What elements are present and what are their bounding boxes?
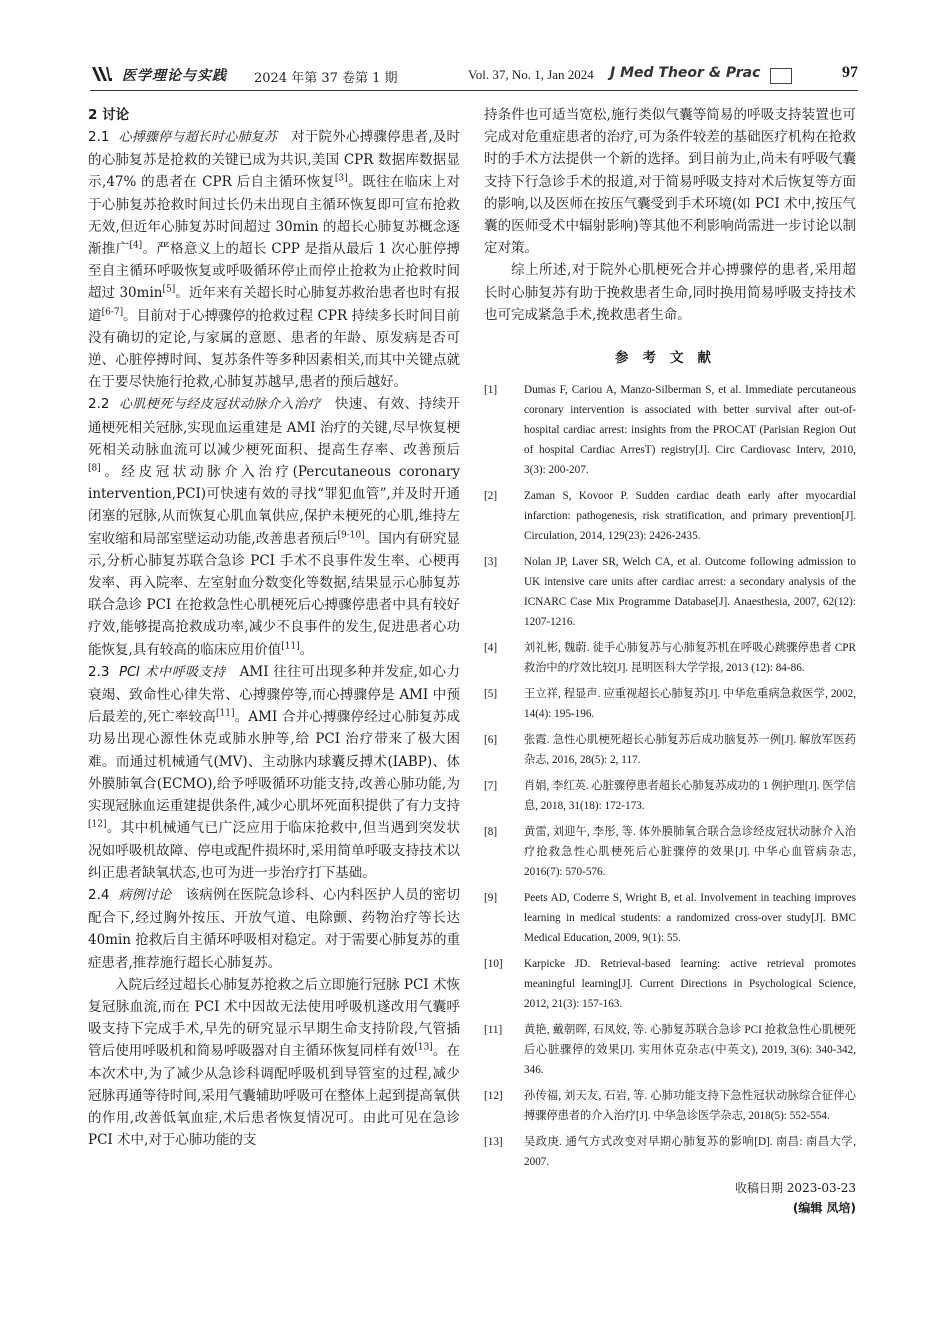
paragraph-2-3: 2.3 PCI 术中呼吸支持 AMI 往往可出现多种并发症,如心力衰竭、致命性心律失常、心搏骤停等,而心搏骤停是 AMI 中预后最差的,死亡率较高[11]。AMI 合并心搏骤停经过心肺复苏成功易出现心源性休克或肺水肿等,给 PCI 治疗带来了极大困难。而通过机械通气(MV)、主动脉内球囊反搏术(IABP)、体外膜肺氧合(ECMO),给予呼吸循环功能支持,改善心肺功能,为实现冠脉血运重建提供条件,减少心肌坏死面积提供了有力支持[12]。其中机械通气已广泛应用于临床抢救中,但当遇到突发状况如呼吸机故障、停电或配件损坏时,采用简单呼吸支持技术以纠正患者缺氧状态,也可为进一步治疗打下基础。 [88,663,460,881]
citation: [12] [88,819,107,830]
header-box-icon [770,68,792,84]
journal-title-en: J Med Theor & Prac [610,65,761,81]
subsection-title-2-2: 心肌梗死与经皮冠状动脉介入治疗 [118,397,321,413]
journal-title-cn: 医学理论与实践 [122,68,227,84]
reference-item: [11] 黄艳, 戴朝晖, 石凤姣, 等. 心肺复苏联合急诊 PCI 抢救急性心肌梗死后心脏骤停的效果[J]. 实用休克杂志(中英文), 2019, 3(6): 340-342, 346. [484,1024,856,1077]
paragraph-conclusion: 综上所述,对于院外心肌梗死合并心搏骤停的患者,采用超长时心肺复苏有助于挽救患者生命,同时换用简易呼吸支持技术也可完成紧急手术,挽救患者生命。 [484,262,856,323]
citation: [11] [281,641,300,652]
reference-item: [8] 黄雷, 刘迎午, 李彤, 等. 体外膜肺氧合联合急诊经皮冠状动脉介入治疗抢救急性心肌梗死后心脏骤停的效果[J]. 中华心血管病杂志, 2016(7): 570-576. [484,826,856,879]
paragraph-continued: 持条件也可适当宽松,施行类似气囊等简易的呼吸支持装置也可完成对危重症患者的治疗,可为条件较差的基础医疗机构在抢救时的手术方法提供一个新的选择。到目前为止,尚未有呼吸气囊支持下行急诊手术的报道,对于简易呼吸支持对术后恢复等方面的影响,以及医师在按压气囊受到手术环境(如 PCI 术中,按压气囊的医师受术中辐射影响)等其他不利影响尚需进一步讨论以制定对策。 [484,107,856,257]
reference-item: [13] 吴政庚. 通气方式改变对早期心肺复苏的影响[D]. 南昌: 南昌大学, 2007. [484,1136,856,1169]
header-divider [90,90,858,91]
subsection-title-2-3: PCI 术中呼吸支持 [119,664,226,680]
citation: [11] [216,708,235,719]
right-column [484,104,856,1218]
reference-item: [4] 刘礼彬, 魏蔚. 徒手心肺复苏与心肺复苏机在呼吸心跳骤停患者 CPR 救治中的疗效比较[J]. 昆明医科大学学报, 2013 (12): 84-86. [484,642,856,675]
section-heading-discussion: 2 讨论 [88,107,130,123]
references-heading: 参考文献 [615,350,725,367]
citation: [13] [414,1042,433,1053]
page-number: 97 [842,64,858,81]
citation: [8] [88,463,101,474]
citation: [5] [162,284,176,295]
reference-item: [7] 肖娟, 李红英. 心脏骤停患者超长心肺复苏成功的 1 例护理[J]. 医学信息, 2018, 31(18): 172-173. [484,780,856,813]
paragraph-case-pci: 入院后经过超长心肺复苏抢救之后立即施行冠脉 PCI 术恢复冠脉血流,而在 PCI 术中因故无法使用呼吸机遂改用气囊呼吸支持下完成手术,早先的研究显示早期生命支持阶段,气管插管后使用呼吸机和简易呼吸器对自主循环恢复同样有效[13]。在本次术中,为了减少从急诊科调配呼吸机到导管室的过程,减少冠脉再通等待时间,采用气囊辅助呼吸可在整体上起到提高氧供的作用,改善低氧血症,术后患者恢复情况可。由此可见在急诊 PCI 术中,对于心肺功能的支 [88,976,461,1149]
reference-item: [12] 孙传福, 刘天友, 石岩, 等. 心肺功能支持下急性冠状动脉综合征伴心搏骤停患者的介入治疗[J]. 中华急诊医学杂志, 2018(5): 552-554. [484,1090,856,1123]
reference-item: [5] 王立祥, 程显声. 应重视超长心肺复苏[J]. 中华危重病急救医学, 2002, 14(4): 195-196. [484,688,856,721]
citation: [6-7] [101,307,124,318]
subsection-title-2-1: 心搏骤停与超长时心肺复苏 [118,130,278,145]
citation: [9-10] [337,530,365,541]
reference-item: [10] Karpicke JD. Retrieval-based learning: active retrieval promotes meaningful learning[J]. Current Directions in Psychological Science, 2012, 21(3): 157-163. [484,958,856,1011]
journal-logo-icon [90,64,114,84]
volume-en: Vol. 37, No. 1, Jan 2024 [468,67,594,82]
reference-item: [2] Zaman S, Kovoor P. Sudden cardiac death early after myocardial infarction: pathogenesis, risk stratification, and primary prevention[J]. Circulation, 2014, 129(23): 2426-2435. [484,490,856,543]
left-column [88,104,460,1151]
paragraph-2-4: 2.4 病例讨论 该病例在医院急诊科、心内科医护人员的密切配合下,经过胸外按压、开放气道、电除颤、药物治疗等长达 40min 抢救后自主循环呼吸相对稳定。对于需要心肺复苏的重症患者,推荐施行超长心肺复苏。 [88,886,460,971]
paragraph-2-2: 2.2 心肌梗死与经皮冠状动脉介入治疗 快速、有效、持续开通梗死相关冠脉,实现血运重建是 AMI 治疗的关键,尽早恢复梗死相关动脉血流可以减少梗死面积、提高生存率、改善预后[8]。经皮冠状动脉介入治疗(Percutaneous coronary intervention,PCI)可快速有效的寻找“罪犯血管”,并及时开通闭塞的冠脉,从而恢复心肌血氧供应,保护未梗死的心肌,维持左室收缩和局部室壁运动功能,改善患者预后[9-10]。国内有研究显示,分析心肺复苏联合急诊 PCI 手术不良事件发生率、心梗再发率、再入院率、左室射血分数变化等数据,结果显示心肺复苏联合急诊 PCI 在抢救急性心肌梗死后心搏骤停患者中具有较好疗效,能够提高抢救成功率,减少不良事件的发生,促进患者心功能恢复,具有较高的临床应用价值[11]。 [88,396,460,658]
reference-list [484,380,856,1172]
issue-cn: 2024 年第 37 卷第 1 期 [254,71,398,86]
reference-item: [3] Nolan JP, Laver SR, Welch CA, et al. Outcome following admission to UK intensive care units after cardiac arrest: a secondary analysis of the ICNARC Case Mix Programme Database[J]. Anaesthesia, 2007, 62(12): 1207-1216. [484,556,856,629]
page-header [90,62,858,88]
subsection-title-2-4: 病例讨论 [118,887,172,903]
citation: [3] [334,173,348,184]
paragraph-2-1: 2.1 心搏骤停与超长时心肺复苏 对于院外心搏骤停患者,及时的心肺复苏是抢救的关键已成为共识,美国 CPR 数据库数据显示,47% 的患者在 CPR 后自主循环恢复[3]。既往在临床上对于心肺复苏抢救时间过长仍未出现自主循环恢复即可宣布抢救无效,但近年心肺复苏时间超过 30min 的超长心肺复苏概念逐渐推广[4]。严格意义上的超长 CPP 是指从最后 1 次心脏停搏至自主循环呼吸恢复或呼吸循环停止而停止抢救为止抢救时间超过 30min[5]。近年来有关超长时心肺复苏救治患者也时有报道[6-7]。目前对于心搏骤停的抢救过程 CPR 持续多长时间目前没有确切的定论,与家属的意愿、患者的年龄、原发病是否可逆、心脏停搏时间、复苏条件等多种因素相关,而其中关键点就在于要尽快施行抢救,心肺复苏越早,患者的预后越好。 [88,129,461,391]
reference-item: [6] 张霞. 急性心肌梗死超长心肺复苏后成功脑复苏一例[J]. 解放军医药杂志, 2016, 28(5): 2, 117. [484,734,856,767]
editor-note: (编辑 凤培) [792,1201,856,1216]
reference-item: [9] Peets AD, Coderre S, Wright B, et al. Involvement in teaching improves learning in medical students: a randomized cross-over study[J]. BMC Medical Education, 2009, 9(1): 55. [484,892,856,945]
citation: [4] [129,240,143,251]
reference-item: [1] Dumas F, Cariou A, Manzo-Silberman S, et al. Immediate percutaneous coronary intervention is associated with better survival after out-of-hospital cardiac arrest: insights from the PROCAT (Parisian Region Out of hospital Cardiac ArresT) registry[J]. Circ Cardiovasc Interv, 2010, 3(3): 200-207. [484,384,856,477]
received-date: 收稿日期 2023-03-23 [734,1181,856,1196]
